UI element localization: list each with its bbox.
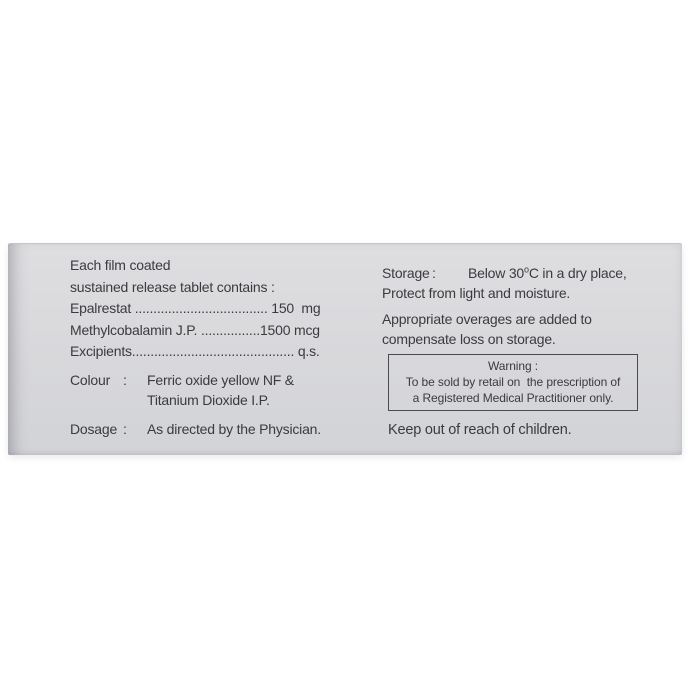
composition-section [70,255,321,439]
colour-value-line1: Ferric oxide yellow NF & [147,371,294,388]
storage-section [382,263,646,440]
colour-label: Colour [70,371,111,388]
dosage-colon: : [123,420,127,437]
dosage-row [70,419,321,439]
warning-line2: a Registered Medical Practitioner only. [412,391,614,405]
degree-symbol: o [524,264,529,275]
ingredient-methylcobalamin: Methylcobalamin J.P. ................1500 mcg [70,321,320,338]
storage-value-post: C in a dry place, [528,265,627,281]
medicine-carton-back-panel [8,243,682,455]
ingredient-epalrestat: Epalrestat .................................... 150 mg [70,300,321,316]
overages-line1: Appropriate overages are added to [382,311,592,327]
overages-line2: compensate loss on storage. [382,330,556,347]
colour-row [70,370,321,411]
storage-label: Storage [382,265,430,281]
keep-out-of-reach-note: Keep out of reach of children. [388,422,572,438]
storage-colon: : [432,265,436,281]
dosage-label: Dosage [70,420,118,437]
storage-line2: Protect from light and moisture. [382,285,571,301]
dosage-value: As directed by the Physician. [147,420,321,437]
storage-value-pre: Below 30 [468,265,524,281]
storage-value [468,263,627,283]
warning-title: Warning : [487,359,538,373]
colour-value-line2: Titanium Dioxide I.P. [147,392,270,408]
colour-value [147,370,294,411]
composition-intro-line2: sustained release tablet contains : [70,278,275,295]
warning-box [388,354,638,411]
storage-row [382,263,646,283]
warning-line1: To be sold by retail on the prescription of [405,375,621,389]
composition-intro-line1: Each film coated [70,257,171,273]
overages-note [382,310,646,349]
colour-colon: : [123,371,127,388]
ingredient-excipients: Excipients............................................ q.s. [70,343,320,359]
